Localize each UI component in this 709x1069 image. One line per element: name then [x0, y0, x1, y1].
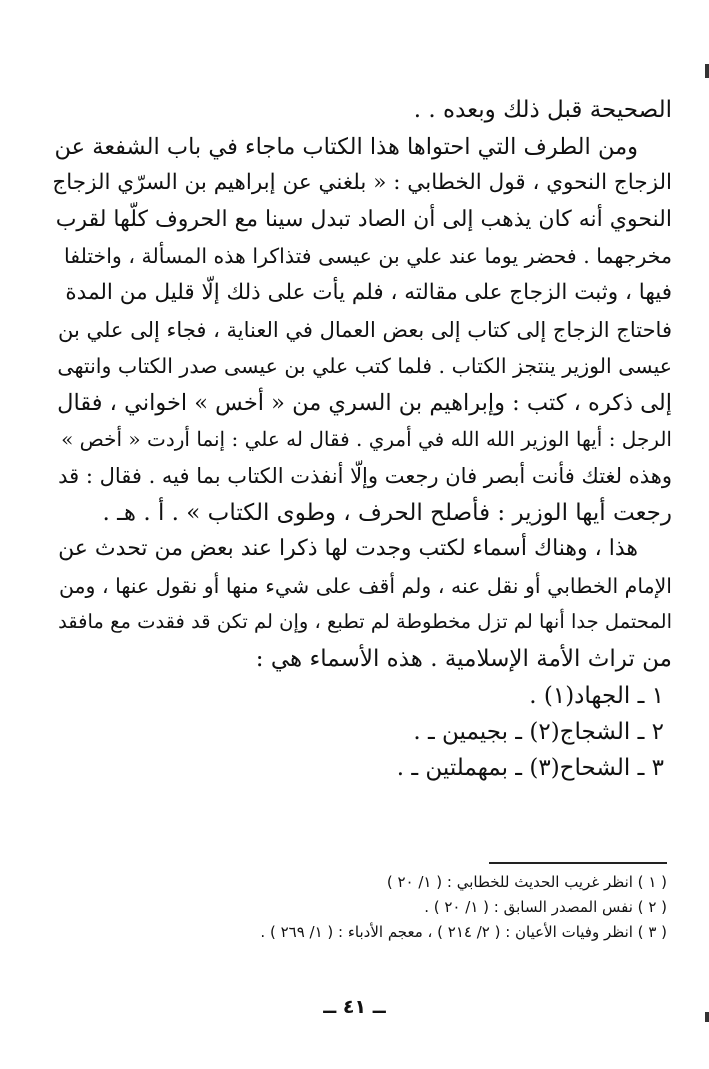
scan-edge-mark: [705, 1012, 709, 1022]
text-line: الزجاج النحوي ، قول الخطابي : « بلغني عن إبراهيم بن السرّي الزجاج: [52, 170, 672, 196]
footnote-divider: [489, 862, 667, 864]
footnote: ( ٢ ) نفس المصدر السابق : ( ١/ ٢٠ ) .: [424, 898, 667, 916]
text-line: عيسى الوزير ينتجز الكتاب . فلما كتب علي بن عيسى صدر الكتاب وانتهى: [57, 354, 672, 379]
text-line: الإمام الخطابي أو نقل عنه ، ولم أقف على شيء منها أو نقول عنها ، ومن: [58, 573, 672, 598]
text-line: فاحتاج الزجاج إلى كتاب إلى بعض العمال في العناية ، فجاء إلى علي بن: [57, 317, 672, 342]
text-line: من تراث الأمة الإسلامية . هذه الأسماء هي :: [255, 645, 672, 672]
text-line: الصحيحة قبل ذلك وبعده . .: [413, 97, 672, 123]
text-line: مخرجهما . فحضر يوما عند علي بن عيسى فتذاكرا هذه المسألة ، واختلفا: [63, 244, 672, 269]
text-line: رجعت أيها الوزير : فأصلح الحرف ، وطوى الكتاب » . أ . هـ .: [102, 499, 672, 526]
page-body: [52, 92, 672, 786]
page-number: ــ ٤١ ــ: [323, 996, 386, 1018]
footnotes: [172, 862, 667, 945]
book-titles-list: [52, 678, 672, 786]
footnote: ( ٣ ) انظر وفيات الأعيان : ( ٢/ ٢١٤ ) ، معجم الأدباء : ( ١/ ٢٦٩ ) .: [260, 923, 667, 941]
text-line: فيها ، وثبت الزجاج على مقالته ، فلم يأت على ذلك إلّا قليل من المدة: [65, 279, 672, 305]
text-line: النحوي أنه كان يذهب إلى أن الصاد تبدل سينا مع الحروف كلّها لقرب: [55, 206, 672, 232]
text-line: إلى ذكره ، كتب : وإبراهيم بن السري من « أخس » اخواني ، فقال: [57, 389, 672, 416]
footnote: ( ١ ) انظر غريب الحديث للخطابي : ( ١/ ٢٠ ): [386, 873, 667, 891]
list-item: ٣ ـ الشحاح(٣) ـ بمهملتين ـ .: [396, 754, 664, 781]
text-line: هذا ، وهناك أسماء لكتب وجدت لها ذكرا عند بعض من تحدث عن: [58, 536, 638, 562]
list-item: ١ ـ الجهاد(١) .: [529, 682, 664, 709]
text-line: وهذه لغتك فأنت أبصر فان رجعت وإلّا أنفذت الكتاب بما فيه . فقال : قد: [58, 463, 672, 488]
text-line: ومن الطرف التي احتواها هذا الكتاب ماجاء في باب الشفعة عن: [54, 133, 638, 160]
scan-edge-mark: [705, 64, 709, 78]
list-item: ٢ ـ الشجاج(٢) ـ بجيمين ـ .: [413, 718, 664, 745]
text-line: الرجل : أيها الوزير الله الله في أمري . فقال له علي : إنما أردت « أخص »: [61, 427, 672, 452]
text-line: المحتمل جدا أنها لم تزل مخطوطة لم تطبع ، وإن لم تكن قد فقدت مع مافقد: [58, 610, 672, 634]
